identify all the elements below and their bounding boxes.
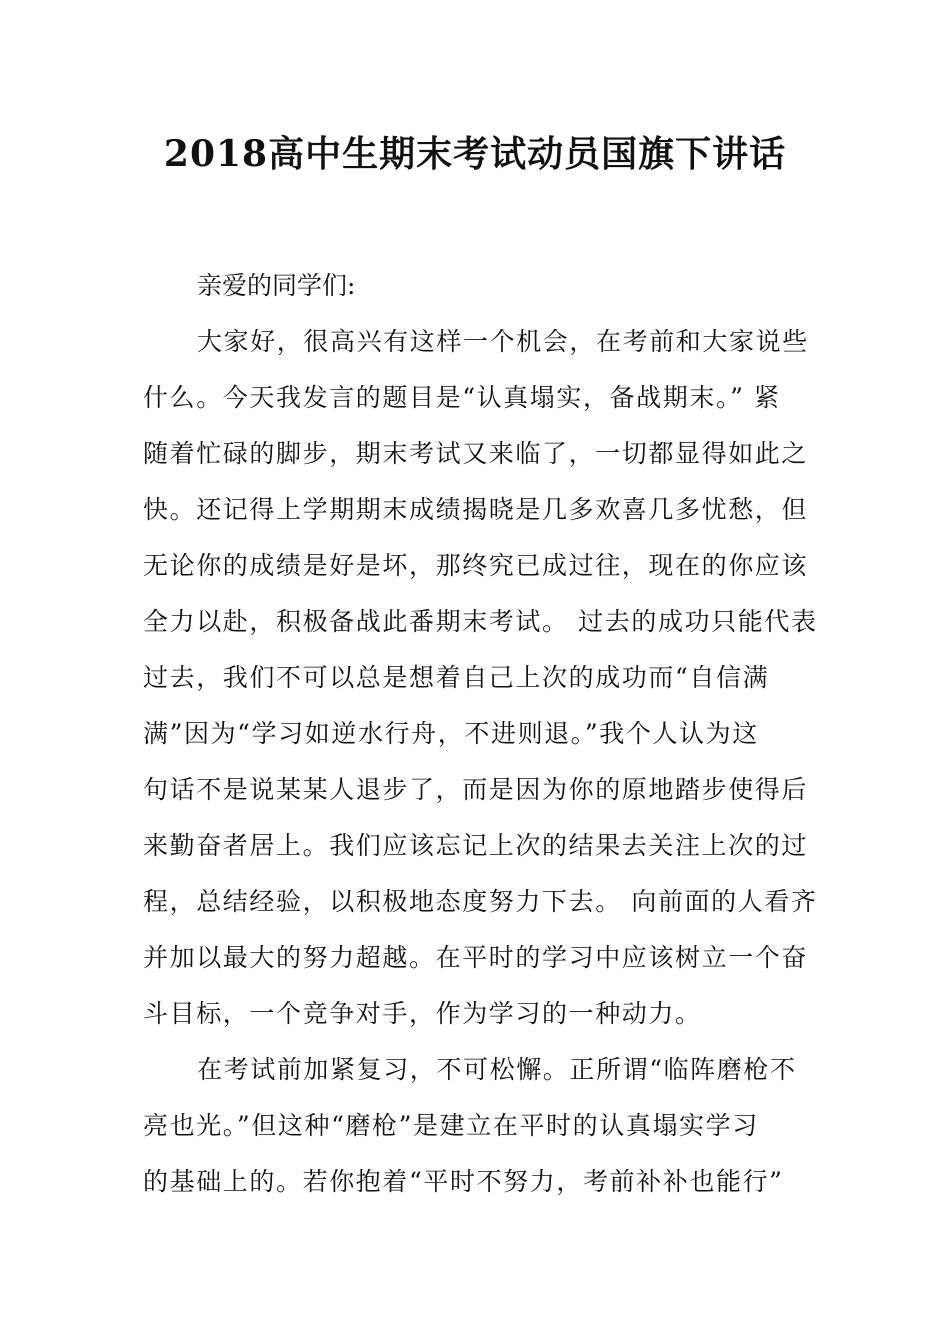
text-line: 亮也光。”但这种“磨枪”是建立在平时的认真塌实学习 [143,1111,759,1140]
text-line: 随着忙碌的脚步，期末考试又来临了，一切都显得如此之 [143,439,809,468]
text-line: 大家好，很高兴有这样一个机会，在考前和大家说些 [197,327,809,356]
text-line: 的基础上的。若你抱着“平时不努力，考前补补也能行” [143,1167,784,1196]
text-line: 在考试前加紧复习，不可松懈。正所谓“临阵磨枪不 [197,1055,797,1084]
document-title: 2018高中生期末考试动员国旗下讲话 [163,133,787,175]
text-line: 全力以赴，积极备战此番期末考试。 过去的成功只能代表 [143,607,818,636]
text-line: 斗目标，一个竞争对手，作为学习的一种动力。 [143,999,702,1028]
text-line: 什么。今天我发言的题目是“认真塌实，备战期末。” 紧 [143,383,781,412]
text-line: 无论你的成绩是好是坏，那终究已成过往，现在的你应该 [143,551,809,580]
text-line: 过去，我们不可以总是想着自己上次的成功而“自信满 [143,663,770,692]
salutation: 亲爱的同学们: [197,271,356,300]
paragraph-1 [143,314,818,1042]
text-line: 来勤奋者居上。我们应该忘记上次的结果去关注上次的过 [143,831,809,860]
text-line: 并加以最大的努力超越。在平时的学习中应该树立一个奋 [143,943,809,972]
paragraph-2 [143,1042,811,1210]
text-line: 满”因为“学习如逆水行舟，不进则退。”我个人认为这 [143,719,759,748]
text-line: 快。还记得上学期期末成绩揭晓是几多欢喜几多忧愁，但 [143,495,809,524]
document-body [143,258,818,1210]
text-line: 句话不是说某某人退步了，而是因为你的原地踏步使得后 [143,775,809,804]
text-line: 程，总结经验，以积极地态度努力下去。 向前面的人看齐 [143,887,818,916]
